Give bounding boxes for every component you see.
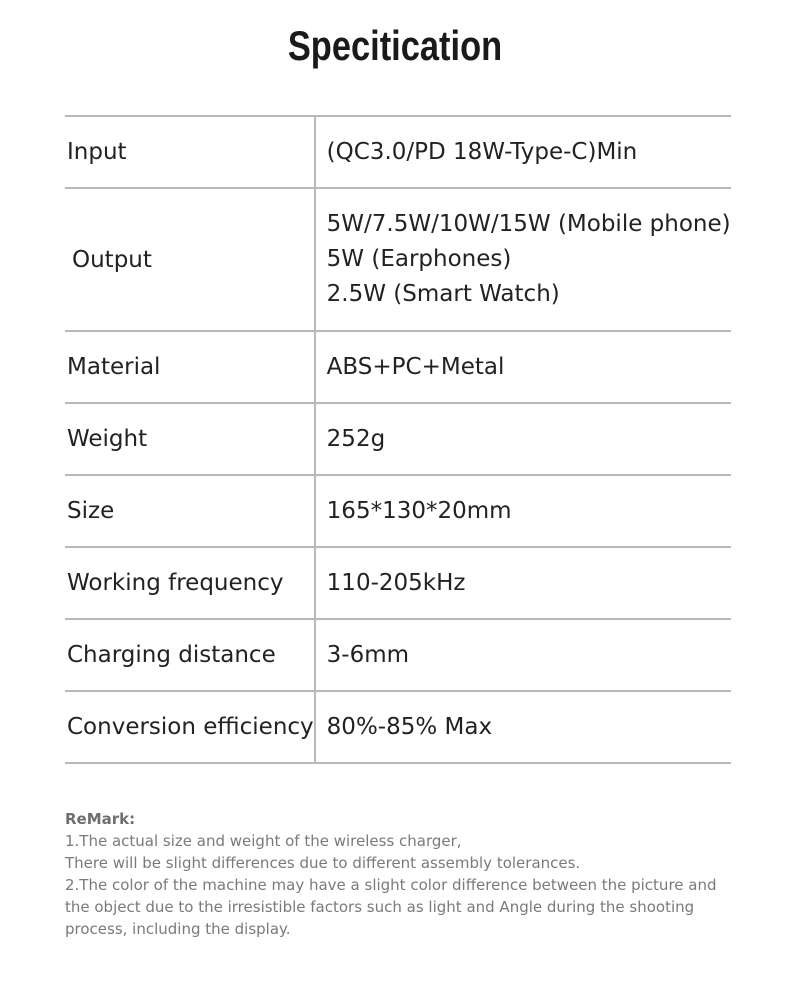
spec-value-line: ABS+PC+Metal xyxy=(326,353,505,380)
spec-value-line: 3-6mm xyxy=(326,641,410,668)
spec-value xyxy=(315,188,731,331)
spec-value xyxy=(315,403,731,475)
spec-label: Material xyxy=(65,331,315,403)
spec-value xyxy=(315,547,731,619)
remark-line: process, including the display. xyxy=(65,920,291,938)
spec-value-line: 165*130*20mm xyxy=(326,497,512,524)
remark-title: ReMark: xyxy=(65,810,136,828)
spec-row-conversion-efficiency xyxy=(65,691,731,763)
spec-label: Size xyxy=(65,475,315,547)
spec-row-input xyxy=(65,116,731,188)
spec-row-weight xyxy=(65,403,731,475)
spec-row-output xyxy=(65,188,731,331)
spec-value-line: 2.5W (Smart Watch) xyxy=(326,281,560,307)
spec-row-material xyxy=(65,331,731,403)
spec-value-line: 5W (Earphones) xyxy=(326,246,512,272)
spec-value xyxy=(315,475,731,547)
spec-label: Input xyxy=(65,116,315,188)
spec-value xyxy=(315,116,731,188)
spec-label: Conversion efficiency xyxy=(65,691,315,763)
spec-row-working-frequency xyxy=(65,547,731,619)
spec-value xyxy=(315,331,731,403)
spec-label: Output xyxy=(65,188,315,331)
spec-label: Weight xyxy=(65,403,315,475)
spec-label: Working frequency xyxy=(65,547,315,619)
spec-row-size xyxy=(65,475,731,547)
remark-line: 1.The actual size and weight of the wireless charger, xyxy=(65,832,462,850)
remark-line: 2.The color of the machine may have a slight color difference between the picture and xyxy=(65,876,717,894)
spec-row-charging-distance xyxy=(65,619,731,691)
remark-line: the object due to the irresistible factors such as light and Angle during the shooting xyxy=(65,898,695,916)
spec-value xyxy=(315,691,731,763)
spec-value xyxy=(315,619,731,691)
spec-value-line: (QC3.0/PD 18W-Type-C)Min xyxy=(326,138,638,165)
page-title: Specitication xyxy=(287,22,503,69)
spec-value-line: 252g xyxy=(326,425,386,452)
spec-value-line: 110-205kHz xyxy=(326,569,466,596)
spec-label: Charging distance xyxy=(65,619,315,691)
spec-value-line: 80%-85% Max xyxy=(326,713,493,740)
spec-value-line: 5W/7.5W/10W/15W (Mobile phone) xyxy=(326,211,731,237)
spec-table xyxy=(65,115,731,764)
remark-section xyxy=(65,808,745,940)
remark-line: There will be slight differences due to different assembly tolerances. xyxy=(65,854,581,872)
